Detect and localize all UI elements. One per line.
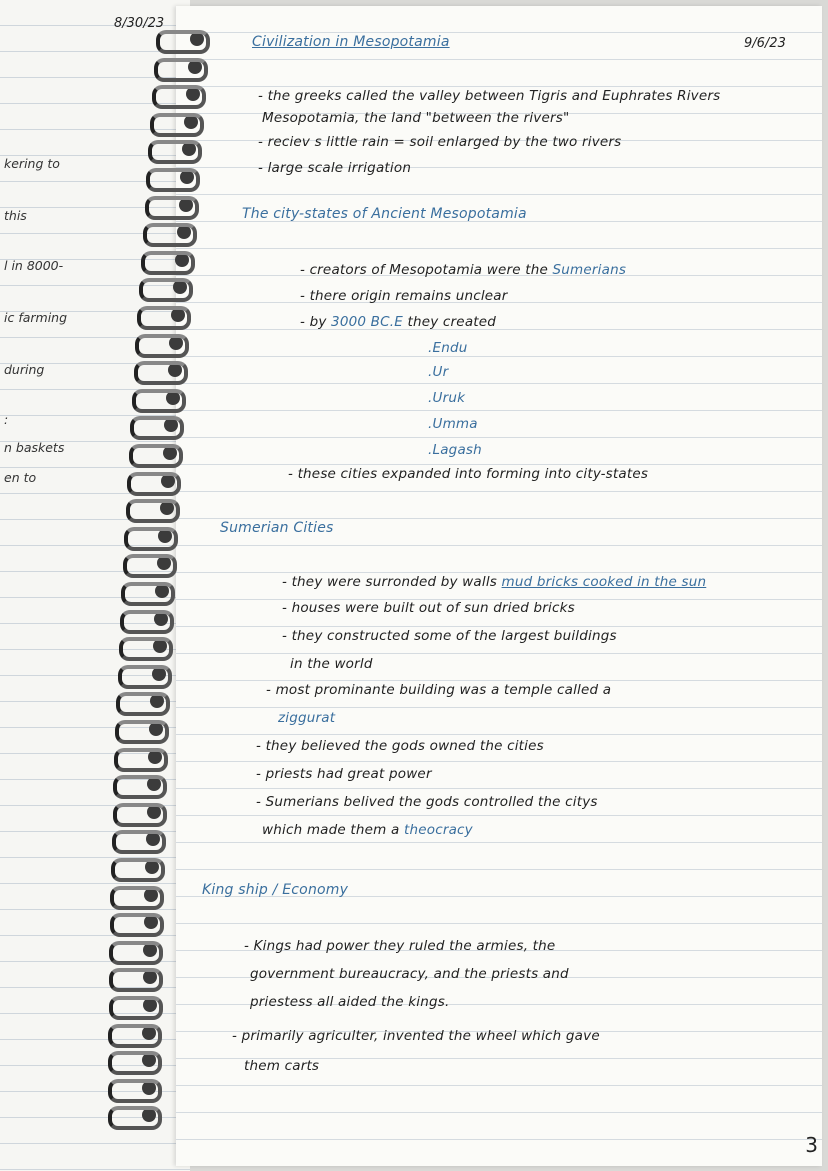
sumerian-line: - they were surronded by walls mud bricks cooked in the sun (282, 574, 707, 590)
left-page-date: 8/30/23 (114, 16, 165, 31)
spiral-ring (112, 830, 166, 854)
sumerian-line: which made them a theocracy (262, 822, 473, 838)
spiral-ring (129, 444, 183, 468)
spiral-ring (154, 58, 208, 82)
spiral-ring (115, 720, 169, 744)
city-states-line: - there origin remains unclear (300, 288, 508, 304)
left-fragment: kering to (4, 156, 60, 171)
left-fragment: n baskets (4, 440, 65, 455)
intro-line: - large scale irrigation (258, 160, 412, 176)
spiral-ring (146, 168, 200, 192)
spiral-ring (108, 1024, 162, 1048)
spiral-ring (124, 527, 178, 551)
term-theocracy: theocracy (403, 822, 473, 838)
spiral-ring (126, 499, 180, 523)
spiral-ring (132, 389, 186, 413)
term-mud-bricks: mud bricks cooked in the sun (501, 574, 707, 590)
section-heading-sumerian-cities: Sumerian Cities (220, 520, 334, 536)
kingship-line: - primarily agriculter, invented the wheel which gave (232, 1028, 600, 1044)
spiral-ring (156, 30, 210, 54)
page-title: Civilization in Mesopotamia (252, 34, 450, 50)
city-states-line: - creators of Mesopotamia were the Sumerians (300, 262, 627, 278)
spiral-ring (119, 637, 173, 661)
sumerian-line: - houses were built out of sun dried bricks (282, 600, 575, 616)
sumerian-line: - priests had great power (256, 766, 432, 782)
city-item: .Ur (428, 364, 449, 380)
sumerian-line: - they constructed some of the largest buildings (282, 628, 617, 644)
left-fragment: during (4, 362, 45, 377)
spiral-ring (145, 196, 199, 220)
spiral-binding (96, 10, 206, 1160)
sumerian-line: - they believed the gods owned the cities (256, 738, 544, 754)
spiral-ring (114, 748, 168, 772)
spiral-ring (108, 1106, 162, 1130)
spiral-ring (139, 278, 193, 302)
right-page-date: 9/6/23 (744, 36, 786, 51)
spiral-ring (111, 858, 165, 882)
spiral-ring (118, 665, 172, 689)
city-item: .Endu (428, 340, 468, 356)
page-number: 3 (805, 1133, 818, 1157)
kingship-line: - Kings had power they ruled the armies, the (244, 938, 556, 954)
spiral-ring (135, 334, 189, 358)
spiral-ring (137, 306, 191, 330)
sumerian-line: in the world (290, 656, 373, 672)
spiral-ring (134, 361, 188, 385)
spiral-ring (127, 472, 181, 496)
left-fragment: l in 8000- (4, 258, 64, 273)
spiral-ring (120, 610, 174, 634)
sumerian-line: - most prominante building was a temple called a (266, 682, 612, 698)
spiral-ring (109, 996, 163, 1020)
spiral-ring (113, 775, 167, 799)
left-fragment: ic farming (4, 310, 68, 325)
spiral-ring (113, 803, 167, 827)
kingship-line: government bureaucracy, and the priests and (250, 966, 569, 982)
left-fragment: : (4, 412, 9, 427)
spiral-ring (143, 223, 197, 247)
spiral-ring (152, 85, 206, 109)
city-item: .Umma (428, 416, 478, 432)
spiral-ring (108, 1079, 162, 1103)
spiral-ring (121, 582, 175, 606)
spiral-ring (110, 913, 164, 937)
section-heading-kingship: King ship / Economy (202, 882, 349, 898)
spiral-ring (148, 140, 202, 164)
term-ziggurat: ziggurat (278, 710, 336, 726)
intro-line: Mesopotamia, the land "between the rivers" (262, 110, 570, 126)
kingship-line: them carts (244, 1058, 320, 1074)
sumerian-line: - Sumerians belived the gods controlled the citys (256, 794, 598, 810)
city-states-closing: - these cities expanded into forming into city-states (288, 466, 649, 482)
spiral-ring (130, 416, 184, 440)
spiral-ring (109, 968, 163, 992)
section-heading-city-states: The city-states of Ancient Mesopotamia (242, 206, 527, 222)
term-date: 3000 BC.E (331, 314, 403, 330)
spiral-ring (108, 1051, 162, 1075)
spiral-ring (110, 886, 164, 910)
city-item: .Uruk (428, 390, 466, 406)
left-fragment: this (4, 208, 27, 223)
intro-line: - the greeks called the valley between Tigris and Euphrates Rivers (258, 88, 721, 104)
intro-line: - reciev s little rain = soil enlarged by the two rivers (258, 134, 622, 150)
spiral-ring (150, 113, 204, 137)
term-sumerians: Sumerians (552, 262, 627, 278)
kingship-line: priestess all aided the kings. (250, 994, 450, 1010)
city-states-line: - by 3000 BC.E they created (300, 314, 497, 330)
spiral-ring (116, 692, 170, 716)
city-item: .Lagash (428, 442, 482, 458)
spiral-ring (141, 251, 195, 275)
spiral-ring (109, 941, 163, 965)
left-fragment: en to (4, 470, 37, 485)
spiral-ring (123, 554, 177, 578)
